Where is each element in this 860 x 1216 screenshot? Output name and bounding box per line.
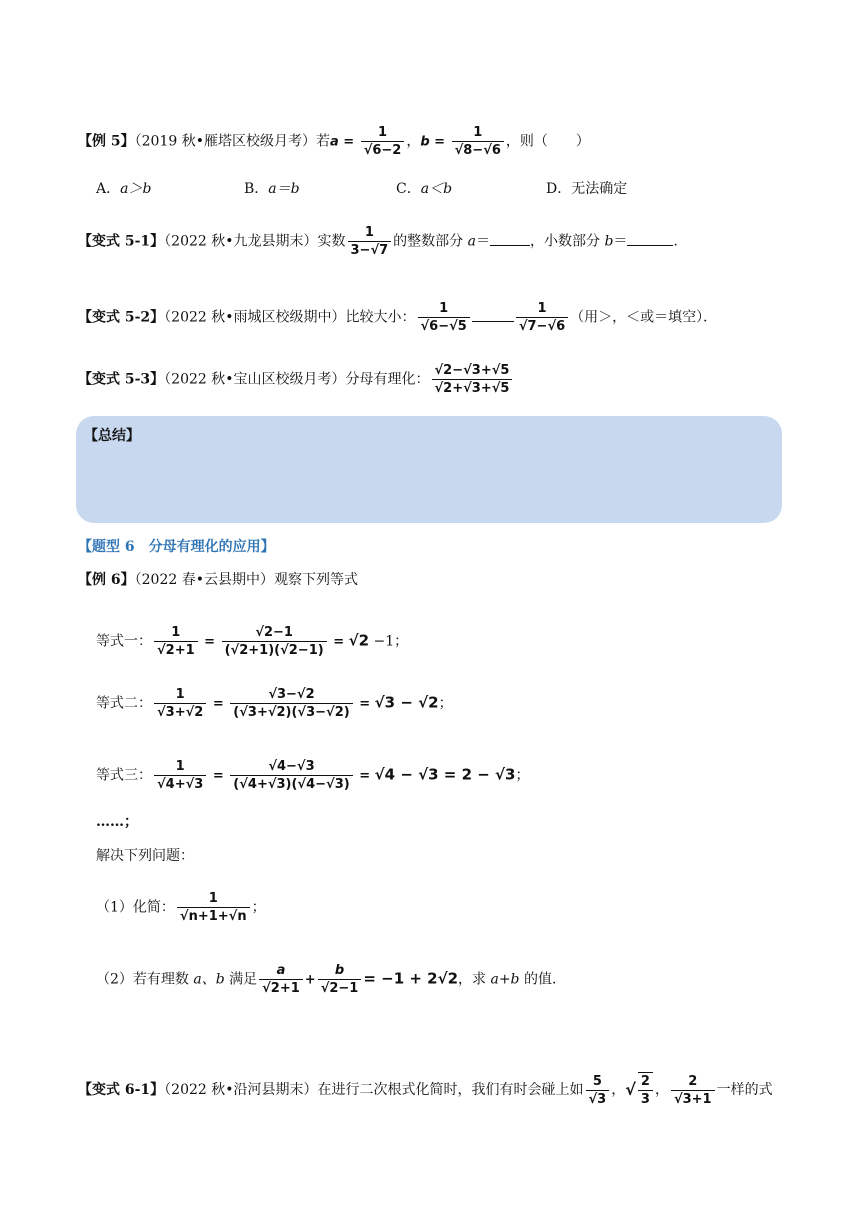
- fraction-numerator: √2−1: [222, 624, 327, 642]
- fraction: [586, 1073, 610, 1108]
- question-label: （1）化简：: [96, 899, 175, 916]
- question-text: 满足: [224, 971, 258, 988]
- section-title: 【题型 6 分母有理化的应用】: [78, 539, 275, 555]
- option-d: [546, 178, 627, 198]
- equation-result: √3 − √2: [374, 693, 439, 712]
- variant61-source: （2022 秋•沿河县期末）在进行二次根式化简时，我们有时会碰上如: [164, 1082, 584, 1098]
- equation-label: 等式一：: [96, 633, 152, 650]
- separator: ，: [654, 1082, 669, 1098]
- variable-b: b: [604, 233, 614, 250]
- equation-label: 等式三：: [96, 767, 152, 784]
- variant51-source: （2022 秋•九龙县期末）实数: [164, 233, 346, 250]
- equation-tail: ；: [438, 695, 453, 712]
- question-tail: ；: [251, 899, 266, 916]
- fraction-denominator: √2+√3+√5: [434, 381, 510, 396]
- fraction-denominator: 3: [640, 1092, 650, 1107]
- option-text: a＜b: [420, 181, 453, 197]
- variant51-fraction: [348, 224, 392, 259]
- variant52-left-fraction: [418, 300, 470, 335]
- variant52-right-fraction: [516, 300, 568, 335]
- fraction-numerator: b: [318, 962, 362, 980]
- example6-source: （2022 春•云县期中）观察下列等式: [134, 572, 358, 588]
- fraction-denominator: √2+1: [157, 643, 195, 658]
- option-text: a＞b: [120, 181, 152, 197]
- fraction-denominator: √6−√5: [420, 319, 467, 334]
- question-text: ，求: [458, 971, 491, 988]
- fraction-numerator: 1: [154, 624, 198, 642]
- example5-line: [78, 124, 590, 159]
- answer-blank-b[interactable]: [627, 231, 673, 246]
- option-letter: C．: [396, 181, 421, 197]
- fraction: [671, 1073, 715, 1108]
- fraction: [230, 686, 352, 721]
- example5-source: （2019 秋•雁塔区校级月考）若: [134, 133, 330, 150]
- option-letter: D．: [546, 181, 572, 197]
- fraction-denominator: √n+1+√n: [179, 909, 247, 924]
- option-a: [96, 178, 151, 198]
- summary-box: [76, 416, 782, 523]
- fraction-numerator: 2: [671, 1073, 715, 1091]
- fraction-denominator: √4+√3: [157, 777, 204, 792]
- answer-blank-a[interactable]: [490, 231, 530, 246]
- variant61-tail: 一样的式: [716, 1082, 773, 1098]
- fraction-numerator: √4−√3: [230, 758, 352, 776]
- variant53-line: [78, 362, 514, 397]
- fraction-denominator: √2−1: [320, 981, 359, 996]
- equals: ＝: [475, 233, 490, 250]
- fraction-numerator: 1: [361, 124, 405, 142]
- equation-rhs: = −1 + 2√2: [363, 969, 459, 988]
- expression: a+b: [490, 971, 520, 988]
- comparison-blank[interactable]: [472, 307, 514, 322]
- fraction-numerator: 1: [348, 224, 392, 242]
- fraction-numerator: a: [259, 962, 303, 980]
- question-1: [96, 890, 266, 925]
- option-b: [244, 178, 300, 198]
- fraction-denominator: √3+√2: [157, 705, 204, 720]
- variant51-text: ，小数部分: [529, 233, 605, 250]
- option-text: 无法确定: [571, 181, 628, 197]
- fraction-denominator: (√3+√2)(√3−√2): [233, 705, 350, 720]
- variable-a: a: [467, 233, 476, 250]
- variant52-tail: （用＞，＜或＝填空）．: [570, 309, 718, 326]
- ellipsis: ……；: [96, 814, 138, 830]
- fraction: [318, 962, 362, 997]
- option-c: [396, 178, 452, 198]
- fraction-denominator: 3−√7: [350, 243, 389, 258]
- option-letter: B．: [244, 181, 269, 197]
- example5-b-eq: b =: [420, 134, 450, 150]
- fraction-denominator: (√4+√3)(√4−√3): [233, 777, 350, 792]
- equation-result: √4 − √3 = 2 − √3: [374, 765, 516, 784]
- fraction-denominator: √6−2: [363, 143, 402, 158]
- variables: a、b: [193, 971, 225, 988]
- fraction-denominator: √7−√6: [518, 319, 566, 334]
- fraction-denominator: √3: [588, 1091, 607, 1107]
- example6-line: [78, 570, 358, 590]
- period: .: [673, 233, 678, 250]
- equation-label: 等式二：: [96, 695, 152, 712]
- equation-3: 等式三： $\frac{1}{√4+√3}$ = $\frac{√4-√3}{(√4+√3)(√4-√3)}$ = √4 − √3 = 2 − √3；: [96, 759, 530, 792]
- equation-result: √2: [348, 631, 370, 650]
- variant53-tag: 【变式 5-3】: [78, 371, 165, 388]
- fraction-numerator: √3−√2: [230, 686, 352, 704]
- variant52-source: （2022 秋•雨城区校级期中）比较大小：: [164, 309, 416, 326]
- fraction-numerator: 1: [452, 124, 504, 142]
- fraction: [154, 758, 206, 793]
- fraction-denominator: (√2+1)(√2−1): [224, 643, 324, 658]
- equals: ＝: [613, 233, 628, 250]
- equation-1: 等式一： $\frac{1}{√2+1}$ = $\frac{√2-1}{(√2+1)(√2-1)}$ = √2 −1；: [96, 625, 409, 658]
- root-fraction: [638, 1072, 653, 1108]
- fraction-numerator: 1: [177, 890, 250, 908]
- example5-a-fraction: [361, 124, 405, 159]
- variant52-line: [78, 300, 717, 335]
- fraction: [177, 890, 250, 925]
- fraction: [154, 624, 198, 659]
- fraction-numerator: 1: [154, 758, 206, 776]
- fraction-numerator: 5: [586, 1073, 610, 1091]
- example5-a-eq: a =: [329, 134, 359, 150]
- equation-tail: ；: [515, 767, 530, 784]
- question-end: 的值．: [519, 971, 566, 988]
- variant51-tag: 【变式 5-1】: [78, 233, 165, 250]
- example5-b-fraction: [452, 124, 504, 159]
- plus-sign: +: [304, 972, 316, 988]
- variant61-line: 【变式 6-1】（2022 秋•沿河县期末）在进行二次根式化简时，我们有时会碰上如 $\frac{5}{√3}$ ，√ $\frac{2}{3}$ ， $\frac{2}{√3+1}$ 一样的式: [78, 1073, 773, 1107]
- fraction-denominator: √8−√6: [454, 143, 501, 158]
- variant53-source: （2022 秋•宝山区校级月考）分母有理化：: [164, 371, 430, 388]
- variant61-tag: 【变式 6-1】: [78, 1082, 165, 1098]
- option-letter: A．: [96, 181, 121, 197]
- fraction-denominator: √2+1: [262, 981, 300, 996]
- fraction-numerator: 2: [638, 1073, 653, 1091]
- variant51-line: [78, 224, 678, 259]
- fraction: [154, 686, 206, 721]
- equation-tail: −1；: [369, 633, 409, 650]
- question-label: （2）若有理数: [96, 971, 194, 988]
- question-2: [96, 962, 566, 997]
- separator: ，: [406, 133, 421, 150]
- fraction: [222, 624, 327, 659]
- fraction-numerator: 1: [418, 300, 470, 318]
- example5-tail: ，则（ ）: [505, 133, 590, 150]
- fraction-denominator: √3+1: [673, 1091, 712, 1107]
- equation-2: 等式二： $\frac{1}{√3+√2}$ = $\frac{√3-√2}{(√3+√2)(√3-√2)}$ = √3 − √2；: [96, 687, 453, 720]
- variant52-tag: 【变式 5-2】: [78, 309, 165, 326]
- summary-label: 【总结】: [84, 428, 140, 444]
- fraction: [230, 758, 352, 793]
- example5-tag: 【例 5】: [78, 133, 135, 150]
- separator: ，: [611, 1082, 626, 1098]
- fraction: [259, 962, 303, 997]
- solve-prompt: 解决下列问题：: [96, 848, 194, 864]
- variant51-text: 的整数部分: [393, 233, 468, 250]
- fraction-numerator: √2−√3+√5: [432, 362, 513, 380]
- example6-tag: 【例 6】: [78, 572, 135, 588]
- fraction-numerator: 1: [516, 300, 568, 318]
- option-text: a＝b: [268, 181, 300, 197]
- variant53-fraction: [432, 362, 513, 397]
- fraction-numerator: 1: [154, 686, 206, 704]
